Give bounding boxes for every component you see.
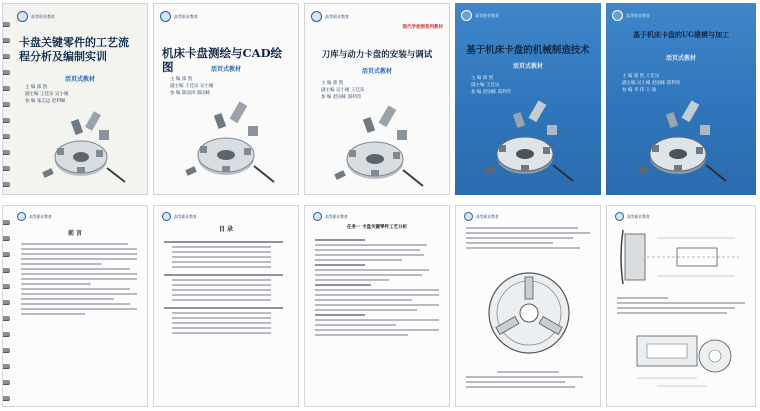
author-line: 参 编 赵国栋 邵利奇 <box>321 95 362 100</box>
publisher-name: 高等职业教育 <box>627 214 650 219</box>
page-part-drawing <box>606 205 756 407</box>
flange-part-drawing <box>627 326 737 396</box>
author-line: 副主编 王佳乐 吴小刚 <box>25 92 69 97</box>
body-text <box>21 240 137 318</box>
series-label: 现代学徒制系列教材 <box>402 25 443 30</box>
author-line: 主 编 邵 凯 <box>25 85 48 90</box>
publisher-name: 高等职业教育 <box>626 12 650 18</box>
cover-title: 基于机床卡盘的UG建模与加工 <box>632 30 730 39</box>
publisher-logo-icon <box>615 212 624 221</box>
page-heading: 目 录 <box>218 226 234 233</box>
page-heading: 任务一 卡盘关键零件工艺分析 <box>346 225 408 230</box>
chuck-exploded-illustration <box>323 104 433 192</box>
body-text <box>466 224 590 252</box>
author-line: 主 编 邵 凯 <box>471 76 494 81</box>
author-line: 副主编 王佳乐 吴小刚 <box>170 84 214 89</box>
cover-title: 刀库与动力卡盘的安装与调试 <box>321 50 433 60</box>
three-jaw-chuck-drawing <box>484 268 574 358</box>
cover-subtitle: 活页式教材 <box>210 66 241 73</box>
body-text <box>315 236 439 339</box>
author-line: 副主编 王佳乐 <box>471 83 500 88</box>
cover-ug-modeling <box>606 3 756 195</box>
author-line: 参 编 张志远 赵利佩 <box>25 99 66 104</box>
cover-title: 卡盘关键零件的工艺流程分析及编制实训 <box>19 36 129 63</box>
page-table-of-contents <box>153 205 299 407</box>
page-task-one <box>304 205 450 407</box>
publisher-name: 高等职业教育 <box>31 13 55 19</box>
cover-title: 机床卡盘测绘与CAD绘图 <box>162 46 283 75</box>
cover-machine-manufacturing <box>455 3 601 195</box>
author-line: 副主编 吴小刚 王佳乐 <box>321 88 365 93</box>
body-text <box>466 368 590 391</box>
author-line: 主 编 邵 凯 王佳乐 <box>622 74 660 79</box>
publisher-logo-icon <box>160 11 171 22</box>
cover-subtitle: 活页式教材 <box>665 55 696 62</box>
toc-lines <box>164 238 288 337</box>
publisher-logo-icon <box>162 212 171 221</box>
publisher-logo-icon <box>311 11 322 22</box>
author-line: 参 编 赵国栋 邵利奇 <box>471 90 512 95</box>
publisher-logo-icon <box>612 10 623 21</box>
author-line: 参 编 李 伟 王 迪 <box>622 88 657 93</box>
publisher-name: 高等职业教育 <box>325 13 349 19</box>
publisher-name: 高等职业教育 <box>174 13 198 19</box>
publisher-logo-icon <box>461 10 472 21</box>
page-preface <box>2 205 148 407</box>
chuck-exploded-illustration <box>174 100 284 190</box>
cover-subtitle: 活页式教材 <box>64 76 95 83</box>
cover-title: 基于机床卡盘的机械制造技术 <box>466 45 590 56</box>
author-line: 主 编 邵 凯 <box>170 77 193 82</box>
body-text <box>617 294 745 317</box>
publisher-name: 高等职业教育 <box>475 12 499 18</box>
publisher-logo-icon <box>313 212 322 221</box>
publisher-name: 高等职业教育 <box>29 214 52 219</box>
publisher-name: 高等职业教育 <box>325 214 348 219</box>
author-line: 副主编 吴小刚 赵国栋 邵利奇 <box>622 81 681 86</box>
chuck-exploded-illustration <box>473 99 583 189</box>
cover-process-analysis <box>2 3 148 195</box>
publisher-logo-icon <box>464 212 473 221</box>
cover-subtitle: 活页式教材 <box>512 63 543 70</box>
part-section-drawing <box>617 226 747 288</box>
page-chuck-drawing <box>455 205 601 407</box>
publisher-name: 高等职业教育 <box>174 214 197 219</box>
cover-tool-magazine-chuck <box>304 3 450 195</box>
author-line: 主 编 邵 凯 <box>321 81 344 86</box>
publisher-name: 高等职业教育 <box>476 214 499 219</box>
chuck-exploded-illustration <box>33 108 133 188</box>
publisher-logo-icon <box>17 11 28 22</box>
page-heading: 前 言 <box>67 230 83 237</box>
cover-chuck-surveying-cad <box>153 3 299 195</box>
author-line: 参 编 陈国涛 邵国栋 <box>170 91 211 96</box>
chuck-exploded-illustration <box>626 99 736 189</box>
publisher-logo-icon <box>17 212 26 221</box>
cover-subtitle: 活页式教材 <box>361 68 392 75</box>
